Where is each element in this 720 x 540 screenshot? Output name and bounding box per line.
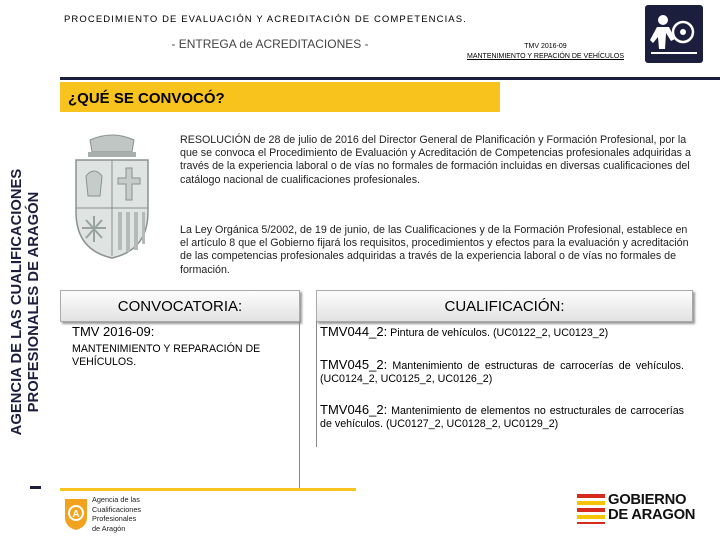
section-banner [60,82,500,112]
mechanic-icon [645,5,703,63]
sidebar-line2: PROFESIONALES DE ARAGÓN [26,191,42,413]
header-code-number: TMV 2016-09 [524,43,567,50]
cualificacion-divider [316,321,317,447]
sidebar-line1: AGENCIA DE LAS CUALIFICACIONES [9,168,25,436]
convocatoria-name: MANTENIMIENTO Y REPARACIÓN DE VEHÍCULOS. [72,343,261,368]
header-code-name: MANTENIMIENTO Y REPACIÓN DE VEHÍCULOS [466,53,624,60]
agency-logo [63,497,89,531]
resolution-text: RESOLUCIÓN de 28 de julio de 2016 del Director General de Planificación y Formación Profesional, por la que se convoca el Procedimiento de Evaluación y Acreditación de Competencias profesionales adquiridas a través de la experiencia laboral o de vías no formales de formación incluidas en diversas cualificaciones del catálogo nacional de cualificaciones profesionales. [180,134,691,186]
footer-rule [60,488,356,491]
aragon-flag-icon [577,492,605,524]
header-rule [60,77,720,80]
gobierno-line1: GOBIERNO [608,492,687,508]
agency-name [92,495,162,533]
agency-line: de Aragón [92,523,126,533]
cualificacion-text: Pintura de vehículos. (UC0122_2, UC0123_2) [387,327,609,339]
cualificacion-item [320,358,684,386]
aragon-coat-of-arms [62,132,162,262]
cualificacion-code: TMV046_2: [320,402,388,417]
agency-line: Agencia de las [92,495,140,504]
gobierno-line2: DE ARAGON [608,507,696,523]
header-title: PROCEDIMIENTO DE EVALUACIÓN Y ACREDITACIÓN DE COMPETENCIAS. [64,14,467,25]
sidebar-accent [30,486,41,489]
cualificacion-code: TMV044_2: [320,324,388,339]
header-subtitle: - ENTREGA de ACREDITACIONES - [171,37,369,51]
convocatoria-divider [299,321,300,489]
cualificacion-item [320,325,684,340]
convocatoria-code: TMV 2016-09: [72,324,155,339]
cualificacion-code: TMV045_2: [320,357,388,372]
cualificacion-text: Mantenimiento de elementos no estructurales de carrocerías de vehículos. (UC0127_2, UC0128_2, UC0129_2) [320,405,684,430]
cualificacion-header: CUALIFICACIÓN: [316,290,693,322]
agency-line: Profesionales [92,514,137,524]
agency-line: Cualificaciones [92,504,142,514]
svg-text:A: A [72,509,80,520]
cualificacion-item [320,403,684,431]
sidebar-agency-name [4,130,48,475]
convocatoria-header: CONVOCATORIA: [60,290,300,322]
header-code [448,42,643,62]
law-text: La Ley Orgánica 5/2002, de 19 de junio, de las Cualificaciones y de la Formación Profesional, establece en el artículo 8 que el Gobierno fijará los requisitos, procedimientos y efectos para la evaluación y acreditación de las competencias profesionales adquiridas a través de la experiencia laboral o de vías no formales de formación. [180,224,689,276]
gobierno-de-aragon-logo [608,493,695,523]
cualificacion-text: Mantenimiento de estructuras de carrocerías de vehículos. (UC0124_2, UC0125_2, UC0126_2) [320,360,684,385]
banner-label: ¿QUÉ SE CONVOCÓ? [68,90,225,107]
